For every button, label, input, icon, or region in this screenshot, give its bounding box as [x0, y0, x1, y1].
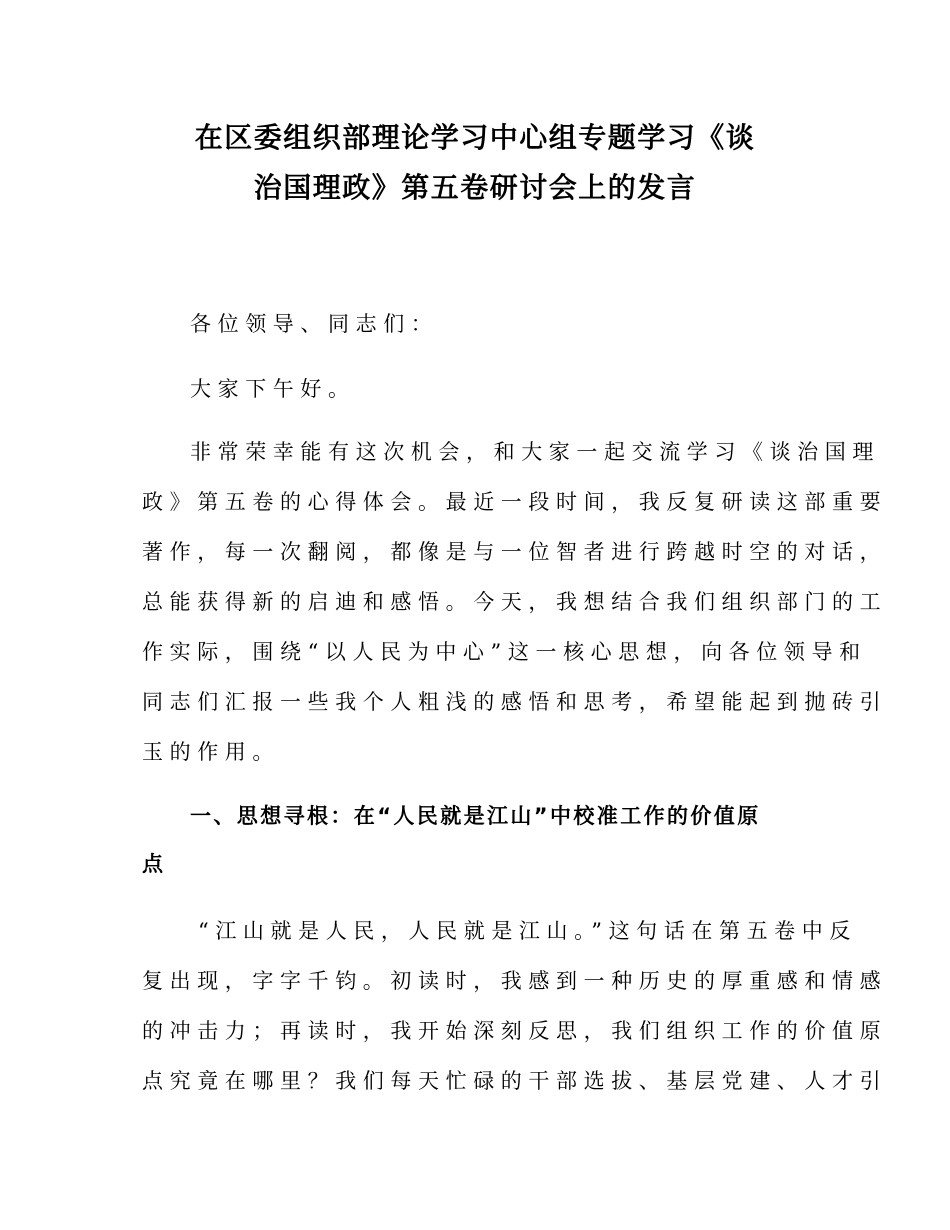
intro-paragraph [142, 427, 888, 777]
document-title [140, 113, 810, 213]
intro-line: 玉的作用。 [142, 740, 280, 764]
intro-line: 非常荣幸能有这次机会，和大家一起交流学习《谈治国理 [190, 440, 880, 464]
salutation-text: 各位领导、同志们： [190, 312, 439, 336]
intro-line: 作实际，围绕“以人民为中心”这一核心思想，向各位领导和 [142, 640, 867, 664]
section1-line: “江山就是人民，人民就是江山。”这句话在第五卷中反 [198, 919, 857, 943]
intro-line: 著作，每一次翻阅，都像是与一位智者进行跨越时空的对话， [142, 540, 888, 564]
intro-line: 同志们汇报一些我个人粗浅的感悟和思考，希望能起到抛砖引 [142, 690, 888, 714]
salutation-paragraph [142, 299, 810, 349]
section-heading-line: 点 [142, 852, 166, 876]
section-heading-line: 一、思想寻根：在“人民就是江山”中校准工作的价值原 [190, 804, 761, 828]
section1-line: 复出现，字字千钧。初读时，我感到一种历史的厚重感和情感 [142, 969, 888, 993]
title-line-2: 治国理政》第五卷研讨会上的发言 [253, 171, 697, 204]
title-line-1: 在区委组织部理论学习中心组专题学习《谈 [194, 121, 756, 154]
intro-line: 政》第五卷的心得体会。最近一段时间，我反复研读这部重要 [142, 490, 888, 514]
greeting-text: 大家下午好。 [190, 377, 356, 401]
intro-line: 总能获得新的启迪和感悟。今天，我想结合我们组织部门的工 [142, 590, 888, 614]
section1-line: 点究竟在哪里？我们每天忙碌的干部选拔、基层党建、人才引 [142, 1069, 888, 1093]
section-heading-1 [142, 792, 810, 888]
section1-paragraph [142, 906, 888, 1106]
greeting-paragraph [142, 364, 810, 414]
section1-line: 的冲击力；再读时，我开始深刻反思，我们组织工作的价值原 [142, 1019, 888, 1043]
